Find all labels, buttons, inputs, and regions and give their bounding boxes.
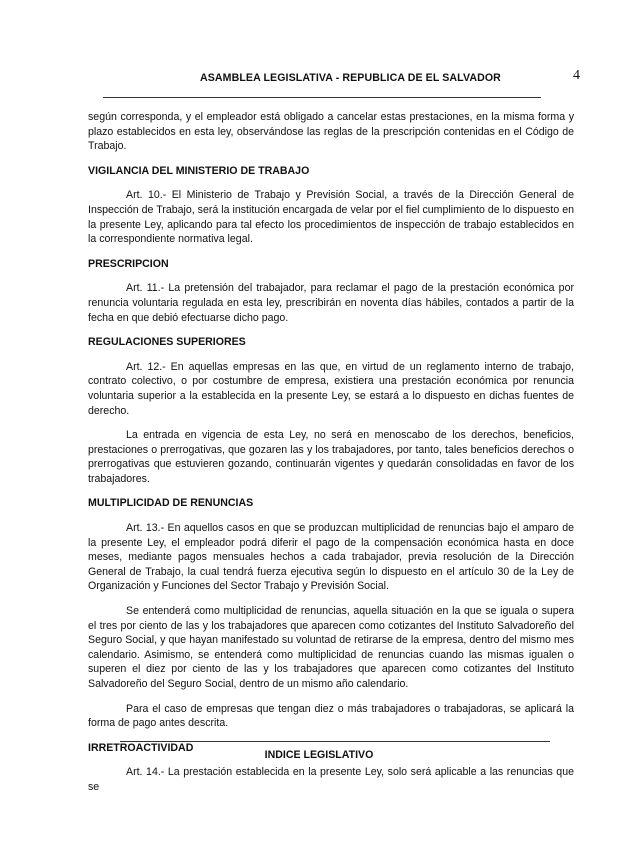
page-number: 4 — [573, 68, 580, 83]
section-heading-regulaciones: REGULACIONES SUPERIORES — [88, 336, 246, 349]
article-12: Art. 12.- En aquellas empresas en las que, en virtud de un reglamento interno de trabajo, contrato colectivo, o por costumbre de empresa, existiera una prestación económica por renuncia voluntaria superior a la establecida en la presente Ley, se estará a lo dispuesto en dichas fuentes de derecho. — [88, 360, 574, 417]
article-10: Art. 10.- El Ministerio de Trabajo y Previsión Social, a través de la Dirección General de Inspección de Trabajo, será la institución encargada de velar por el fiel cumplimiento de lo dispuesto en la presente Ley, aplicando para tal efecto los procedimientos de inspección de trabajo establecidos en la correspondiente normativa legal. — [88, 189, 574, 246]
article-12-paragraph-2: La entrada en vigencia de esta Ley, no será en menoscabo de los derechos, beneficios, prestaciones o prerrogativas, que gozaren las y los trabajadores, por tanto, tales beneficios derechos o prerrogativas que estuvieren gozando, continuarán vigentes y quedarán consolidadas en favor de los trabajadores. — [88, 429, 574, 485]
article-13-paragraph-2: Se entenderá como multiplicidad de renuncias, aquella situación en la que se iguala o supera el tres por ciento de las y los trabajadores que aparecen como cotizantes del Instituto Salvadoreño del Seguro Social, y que hayan manifestado su voluntad de retirarse de la empresa, dentro del mismo mes calendario. Asimismo, se entenderá como multiplicidad de renuncias cuando las mismas igualen o superen el diez por ciento de las y los trabajadores que aparecen como cotizantes del Instituto Salvadoreño del Seguro Social, dentro de un mismo año calendario. — [88, 605, 574, 690]
document-body — [88, 110, 574, 795]
section-heading-irretroactividad: IRRETROACTIVIDAD — [88, 741, 194, 754]
footer-title: INDICE LEGISLATIVO — [264, 749, 374, 761]
header-title: ASAMBLEA LEGISLATIVA - REPUBLICA DE EL SALVADOR — [200, 72, 501, 84]
section-heading-prescripcion: PRESCRIPCION — [88, 257, 169, 270]
footer-rule — [120, 741, 550, 742]
continuation-paragraph: según corresponda, y el empleador está obligado a cancelar estas prestaciones, en la misma forma y plazo establecidos en esta ley, observándose las reglas de la prescripción contenidas en el Código de Trabajo. — [88, 111, 574, 153]
article-13: Art. 13.- En aquellos casos en que se produzcan multiplicidad de renuncias bajo el amparo de la presente Ley, el empleador podrá diferir el pago de la compensación económica hasta en doce meses, mediante pagos mensuales hechos a cada trabajador, previa resolución de la Dirección General de Trabajo, la cual tendrá fuerza ejecutiva según lo dispuesto en el artículo 30 de la Ley de Organización y Funciones del Sector Trabajo y Previsión Social. — [88, 522, 574, 593]
header-rule — [103, 97, 541, 98]
page-header — [0, 64, 638, 84]
article-13-paragraph-3: Para el caso de empresas que tengan diez o más trabajadores o trabajadoras, se aplicará la forma de pago antes descrita. — [88, 702, 574, 730]
section-heading-vigilancia: VIGILANCIA DEL MINISTERIO DE TRABAJO — [88, 164, 310, 177]
article-11: Art. 11.- La pretensión del trabajador, para reclamar el pago de la prestación económica por renuncia voluntaria regulada en esta ley, prescribirán en noventa días hábiles, contados a partir de la fecha en que debió efectuarse dicho pago. — [88, 282, 574, 324]
article-14: Art. 14.- La prestación establecida en la presente Ley, solo será aplicable a las renuncias que se — [88, 766, 574, 793]
section-heading-multiplicidad: MULTIPLICIDAD DE RENUNCIAS — [88, 497, 254, 510]
